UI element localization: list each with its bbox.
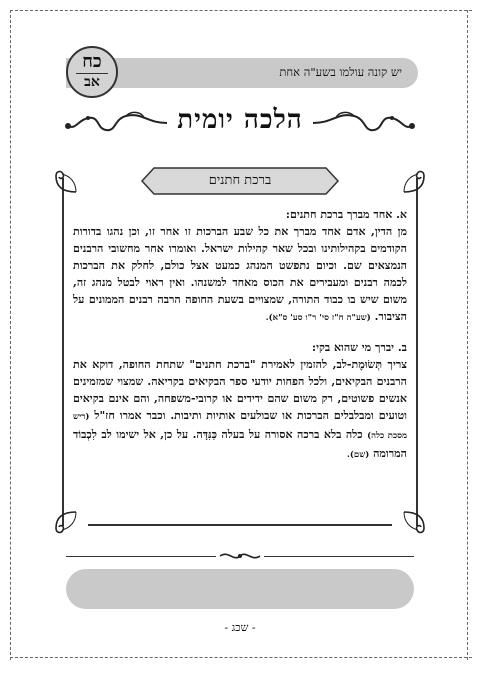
section-2-body-continued: כלה בלא ברכה אסורה על בעלה כַּנִּדָּה. על כן, אל ישימו לב לִכְבוֹד המרומה (73, 428, 407, 460)
corner-ornament-icon (52, 168, 80, 196)
section-2-heading: ב. יברך מי שהוא בקי: (312, 341, 407, 354)
divider-flourish-icon (218, 548, 262, 564)
date-badge-day: כח (82, 51, 102, 72)
corner-ornament-icon (400, 508, 428, 536)
section-2-body: צריך תְּשׂוּמֶת-לב, להזמין לאמירת "ברכת חתנים" שתחת החופה, דוקא את הרבנים הבקיאים, ולכל הפחות יודעי ספר הבקיאים בקריאה. שמצוי שמזמינים אנשים פשוטים, רק משום שהם ידידים או קרובי-משפחה, והם אינם בקיאים וטועים ומבלבלים הברכות או שבולעים אותיות ותיבות. וכבר אמרו חז"ל (73, 358, 407, 422)
cut-line-bottom (10, 657, 472, 658)
section-1-paragraph (73, 223, 407, 327)
footer-rule-right (264, 556, 414, 557)
section-2-inline-source: (ריש מסכת כלה) (73, 412, 407, 441)
section-2-paragraph (73, 356, 407, 464)
section-title: ברכת חתנים (208, 173, 272, 188)
page-title: הלכה יומית (177, 105, 303, 135)
corner-ornament-icon (400, 168, 428, 196)
content-frame-bottom (88, 524, 392, 526)
cut-line-right (467, 10, 468, 660)
cut-line-left (10, 10, 11, 660)
date-badge (66, 46, 118, 98)
footer-banner (66, 569, 414, 609)
section-1-heading: א. אחד מברך ברכת חתנים: (285, 208, 407, 221)
footer-rule-left (66, 556, 216, 557)
halacha-text (73, 206, 407, 464)
page-number: - שכג - (224, 621, 256, 634)
running-header-bar (66, 58, 418, 88)
running-header-title: יש קונה עולמו בשע"ה אחת (279, 65, 402, 79)
section-1-body: מן הדין, אדם אחד מברך את כל שבע הברכות זו אחר זו, וכן נהגו בדורות הקודמים בקהילותינו ובכל שאר קהילות ישראל. ואומרו אחר מחשובי הרבנים הנמצאים שם. וכיום נתפשט המנהג כמעט אצל כולם, לחלק את הברכות לכמה רבנים ומעבירים את הכוס מאחד למשנהו. ואין ראוי לבטל מנהג זה, משום שיש בו כבוד התורה, שמצויים בשעת החופה הרבה רבנים הממונים על הציבור. (73, 225, 407, 323)
cut-line-top (10, 10, 472, 11)
date-badge-month: אב (84, 74, 100, 90)
section-2-source: (שם). (346, 450, 370, 460)
title-flourish-right-icon (308, 108, 418, 138)
corner-ornament-icon (52, 508, 80, 536)
section-1-source: (שע"ה ח"ז סי' ר"ו סע' ס"א). (265, 313, 371, 323)
